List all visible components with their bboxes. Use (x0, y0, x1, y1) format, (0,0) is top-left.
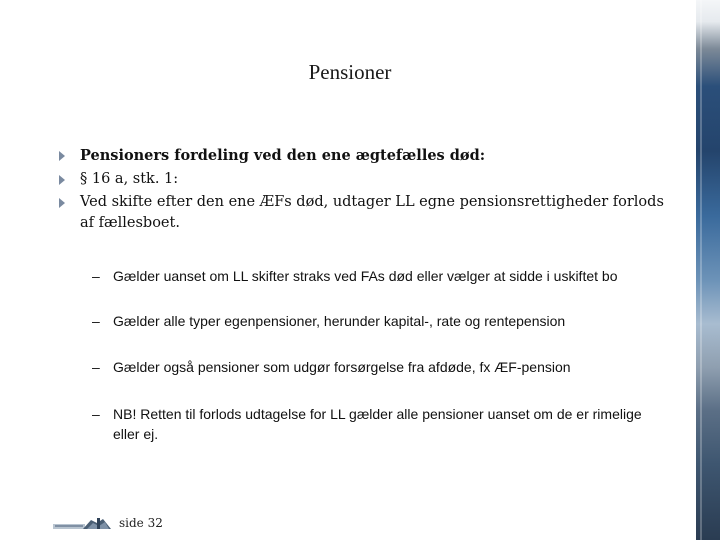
sub-bullet-item (92, 357, 652, 377)
dash-marker: – (92, 406, 100, 422)
bullet-list (55, 145, 675, 236)
triangle-bullet-icon (59, 151, 65, 161)
triangle-bullet-icon (59, 175, 65, 185)
bullet-text: Ved skifte efter den ene ÆFs død, udtager LL egne pensionsrettigheder forlods af fællesboet. (80, 194, 664, 231)
footer-photo-icon (53, 517, 113, 531)
sub-bullet-text: Gælder uanset om LL skifter straks ved FAs død eller vælger at sidde i uskiftet bo (113, 268, 618, 284)
dash-marker: – (92, 359, 100, 375)
sub-bullet-text: Gælder alle typer egenpensioner, herunder kapital-, rate og rentepension (113, 313, 566, 329)
dash-marker: – (92, 313, 100, 329)
bullet-text: § 16 a, stk. 1: (80, 171, 179, 187)
page-number: side 32 (119, 516, 163, 530)
sub-bullet-text: Gælder også pensioner som udgør forsørgelse fra afdøde, fx ÆF-pension (113, 359, 571, 375)
bullet-text: Pensioners fordeling ved den ene ægtefælles død: (80, 147, 486, 164)
sub-bullet-text: NB! Retten til forlods udtagelse for LL gælder alle pensioner uanset om de er rimelige eller ej. (113, 406, 642, 442)
sub-bullet-item (92, 266, 652, 286)
sub-bullet-item (92, 404, 652, 444)
decorative-side-photo (696, 0, 720, 540)
sub-bullet-item (92, 311, 652, 331)
sub-bullet-list (92, 266, 652, 444)
bullet-item (55, 169, 675, 190)
bullet-item (55, 145, 675, 167)
slide-title: Pensioner (308, 60, 392, 84)
bullet-item (55, 192, 675, 234)
dash-marker: – (92, 268, 100, 284)
triangle-bullet-icon (59, 198, 65, 208)
